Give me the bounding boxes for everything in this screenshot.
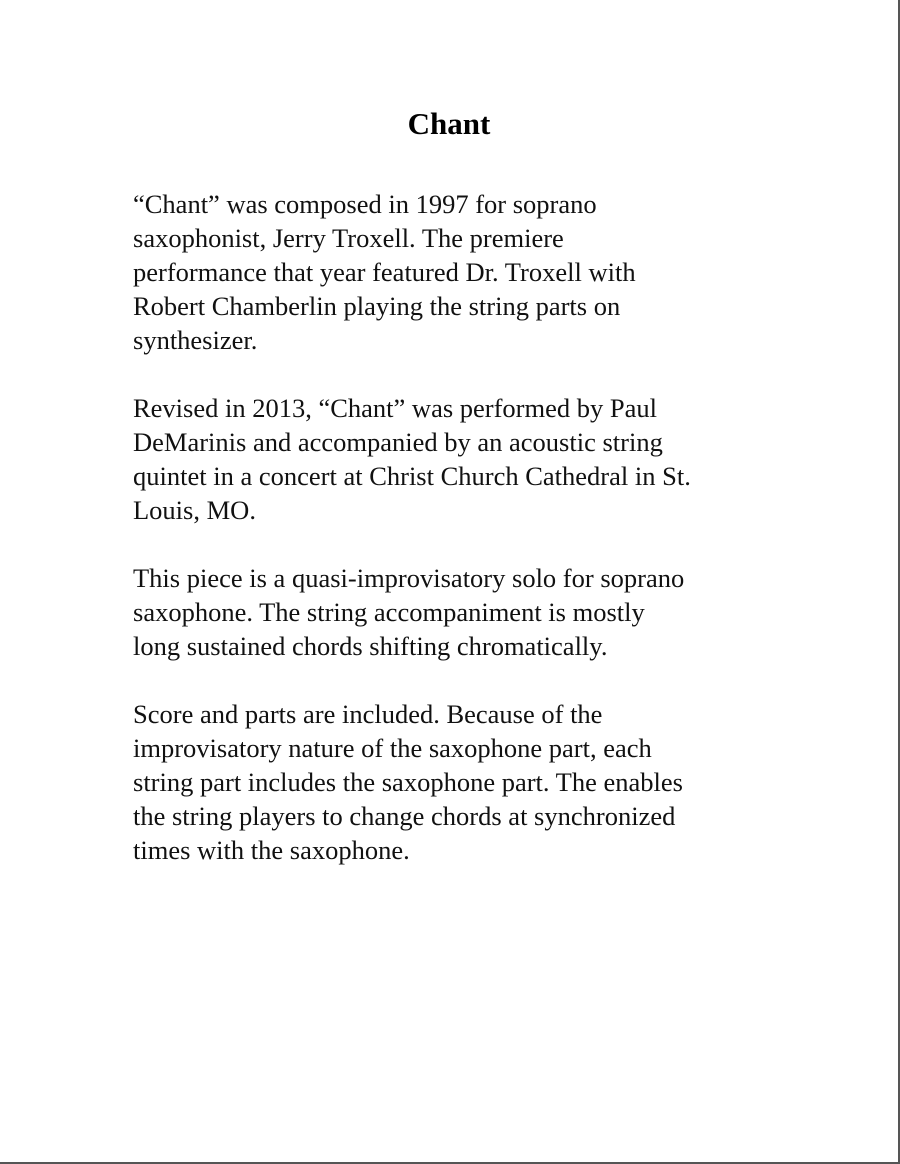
paragraph-piece-description	[133, 561, 773, 663]
paragraph-line: Score and parts are included. Because of the	[133, 699, 603, 729]
paragraph-line: improvisatory nature of the saxophone part, each	[133, 733, 652, 763]
paragraph-line: synthesizer.	[133, 325, 258, 355]
paragraph-line: saxophone. The string accompaniment is mostly	[133, 597, 645, 627]
paragraph-line: Robert Chamberlin playing the string parts on	[133, 291, 621, 321]
paragraph-line: performance that year featured Dr. Troxell with	[133, 257, 636, 287]
paragraph-line: long sustained chords shifting chromatically.	[133, 631, 608, 661]
paragraph-line: Revised in 2013, “Chant” was performed by Paul	[133, 393, 657, 423]
document-title: Chant	[407, 106, 491, 141]
paragraph-composition-history	[133, 187, 773, 357]
paragraph-revision	[133, 391, 773, 527]
paragraph-line: This piece is a quasi-improvisatory solo for soprano	[133, 563, 685, 593]
paragraph-line: saxophonist, Jerry Troxell. The premiere	[133, 223, 564, 253]
paragraph-line: DeMarinis and accompanied by an acoustic string	[133, 427, 663, 457]
paragraph-line: times with the saxophone.	[133, 835, 410, 865]
paragraph-line: string part includes the saxophone part. The enables	[133, 767, 683, 797]
paragraph-line: quintet in a concert at Christ Church Cathedral in St.	[133, 461, 691, 491]
paragraph-line: Louis, MO.	[133, 495, 256, 525]
paragraph-line: “Chant” was composed in 1997 for soprano	[133, 189, 597, 219]
paragraph-score-and-parts	[133, 697, 773, 867]
document-body	[133, 187, 773, 901]
paragraph-line: the string players to change chords at synchronized	[133, 801, 676, 831]
